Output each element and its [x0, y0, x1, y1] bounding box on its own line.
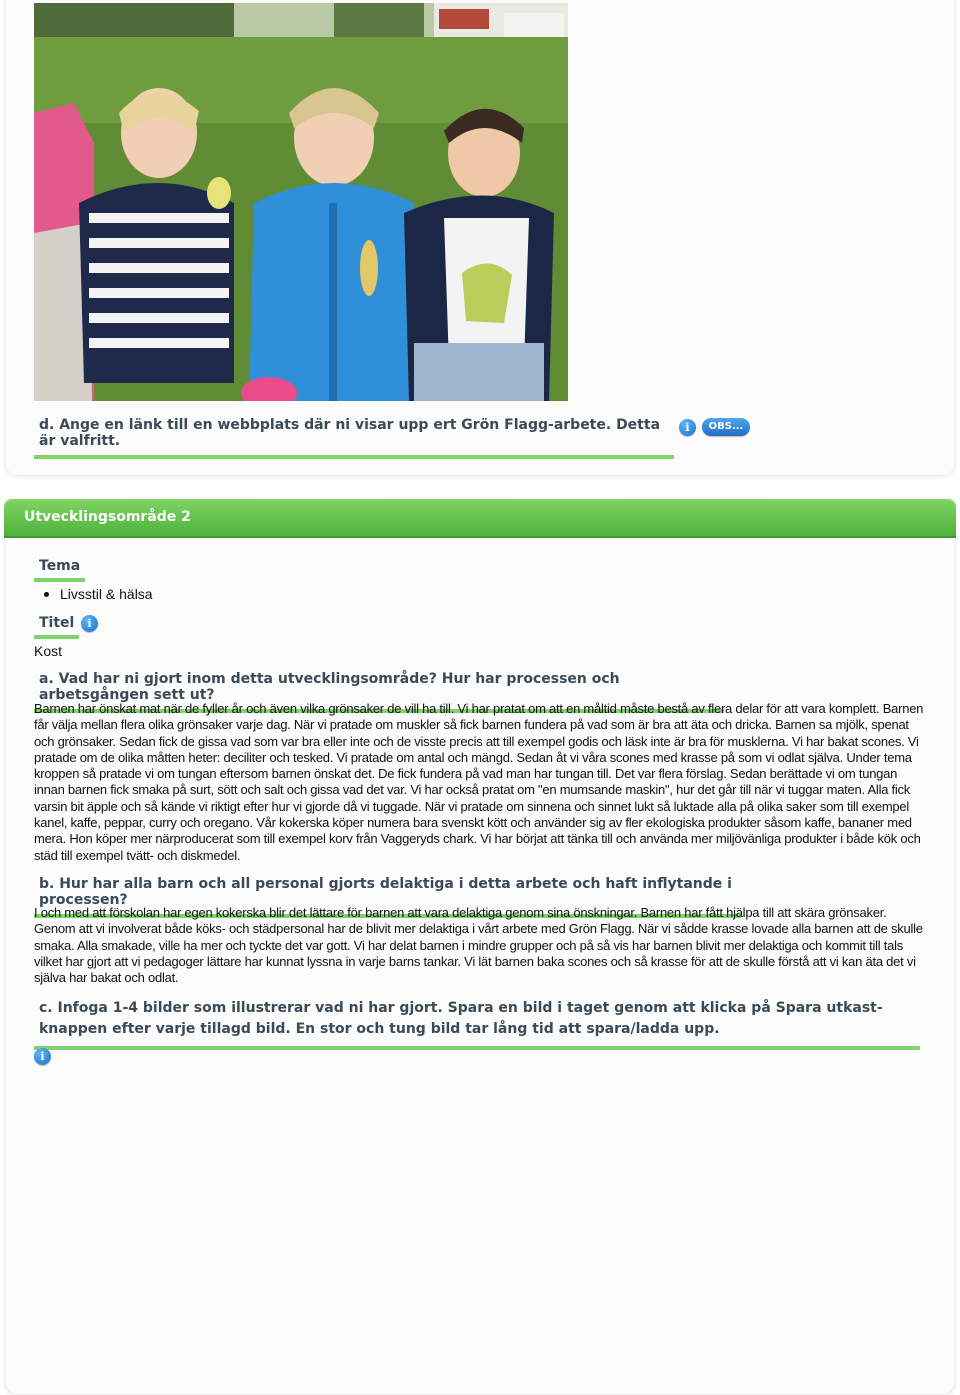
section-header: [4, 499, 956, 538]
titel-value: Kost: [34, 643, 63, 659]
info-icon[interactable]: i: [34, 1048, 51, 1065]
titel-label: Titel: [34, 615, 79, 639]
info-icon[interactable]: i: [81, 615, 98, 632]
tema-label: Tema: [34, 558, 85, 582]
question-c-heading: c. Infoga 1-4 bilder som illustrerar vad ni har gjort. Spara en bild i taget genom att klicka på Spara utkast-knappen efter varje tillagd bild. En stor och tung bild tar lång tid att spara/ladda upp.: [34, 998, 920, 1050]
question-d-heading: d. Ange en länk till en webbplats där ni visar upp ert Grön Flagg-arbete. Detta är valfritt.: [34, 417, 674, 459]
info-icon[interactable]: i: [679, 419, 696, 436]
obs-button[interactable]: OBS...: [702, 418, 750, 436]
question-a-heading: a. Vad har ni gjort inom detta utvecklingsområde? Hur har processen och arbetsgången sett ut?: [34, 671, 724, 713]
section-title: Utvecklingsområde 2: [24, 509, 191, 525]
children-photo: [34, 3, 568, 401]
bullet-dot: [44, 592, 49, 597]
question-b-heading: b. Hur har alla barn och all personal gjorts delaktiga i detta arbete och haft inflytande i processen?: [34, 876, 741, 918]
answer-b-text: I och med att förskolan har egen kokerska blir det lättare för barnen att vara delaktiga genom sina önskningar. Barnen har fått hjälpa till att skära grönsaker. Genom att vi involverat både köks- och städpersonal har de blivit mer delaktiga i vårt arbete med Grön Flagg. När vi sådde krasse lovade alla barnen att de skulle smaka. Alla smakade, ville ha mer och tyckte det var gott. Vi har delat barnen i mindre grupper och på så vis har barnen blivit mer delaktiga och kommit till tals vilket har gjort att vi pedagoger lättare har kunnat lyssna in varje barns tankar. Vi lät barnen baka scones och så krasse för att de skulle förstå att vi kan äta det vi själva har bakat och odlat.: [34, 905, 923, 986]
tema-item: Livsstil & hälsa: [60, 586, 153, 602]
answer-a-text: Barnen har önskat mat när de fyller år och även vilka grönsaker de vill ha till. Vi har pratat om att en måltid måste bestå av flera delar för att vara komplett. Barnen får välja mellan flera olika grönsaker varje dag. När vi pratade om muskler så fick barnen fundera på vad som är bra att äta och dricka. Barnen sa mjölk, spenat och grönsaker. Sedan fick de gissa vad som var bra eller inte och de visste precis att till exempel godis och läsk inte är bra för musklerna. Vi har bakat scones. Vi pratade om de olika måtten heter: deciliter och tesked. Vi pratade om antal och mängd. Sedan åt vi våra scones med krasse på som vi odlat själva. Under tema kroppen så pratade vi om tungan eftersom barnen önskat det. De fick fundera på vad man har tungan till. Det var flera förslag. Sedan berättade vi om tungan innan barnen fick smaka på surt, sött och salt och gissa vad det var. Vi har också pratat om "en mumsande maskin", hur det går till när vi tuggar maten. Alla fick varsin bit äpple och så kände vi riktigt efter hur vi gjorde då vi tuggade. När vi pratade om sinnena och sinnet lukt så luktade alla på olika saker som till exempel kanel, kaffe, peppar, curry och oregano. Vår kokerska köper numera bara svenskt kött och använder sig av fler ekologiska produkter såsom kaffe, bananer med mera. Hon köper mer närproducerat som till exempel korv från Vaggeryds chark. Vi har börjat att tänka till och använda mer miljövänliga produkter i både kök och städ till exempel tvätt- och diskmedel.: [34, 701, 924, 863]
